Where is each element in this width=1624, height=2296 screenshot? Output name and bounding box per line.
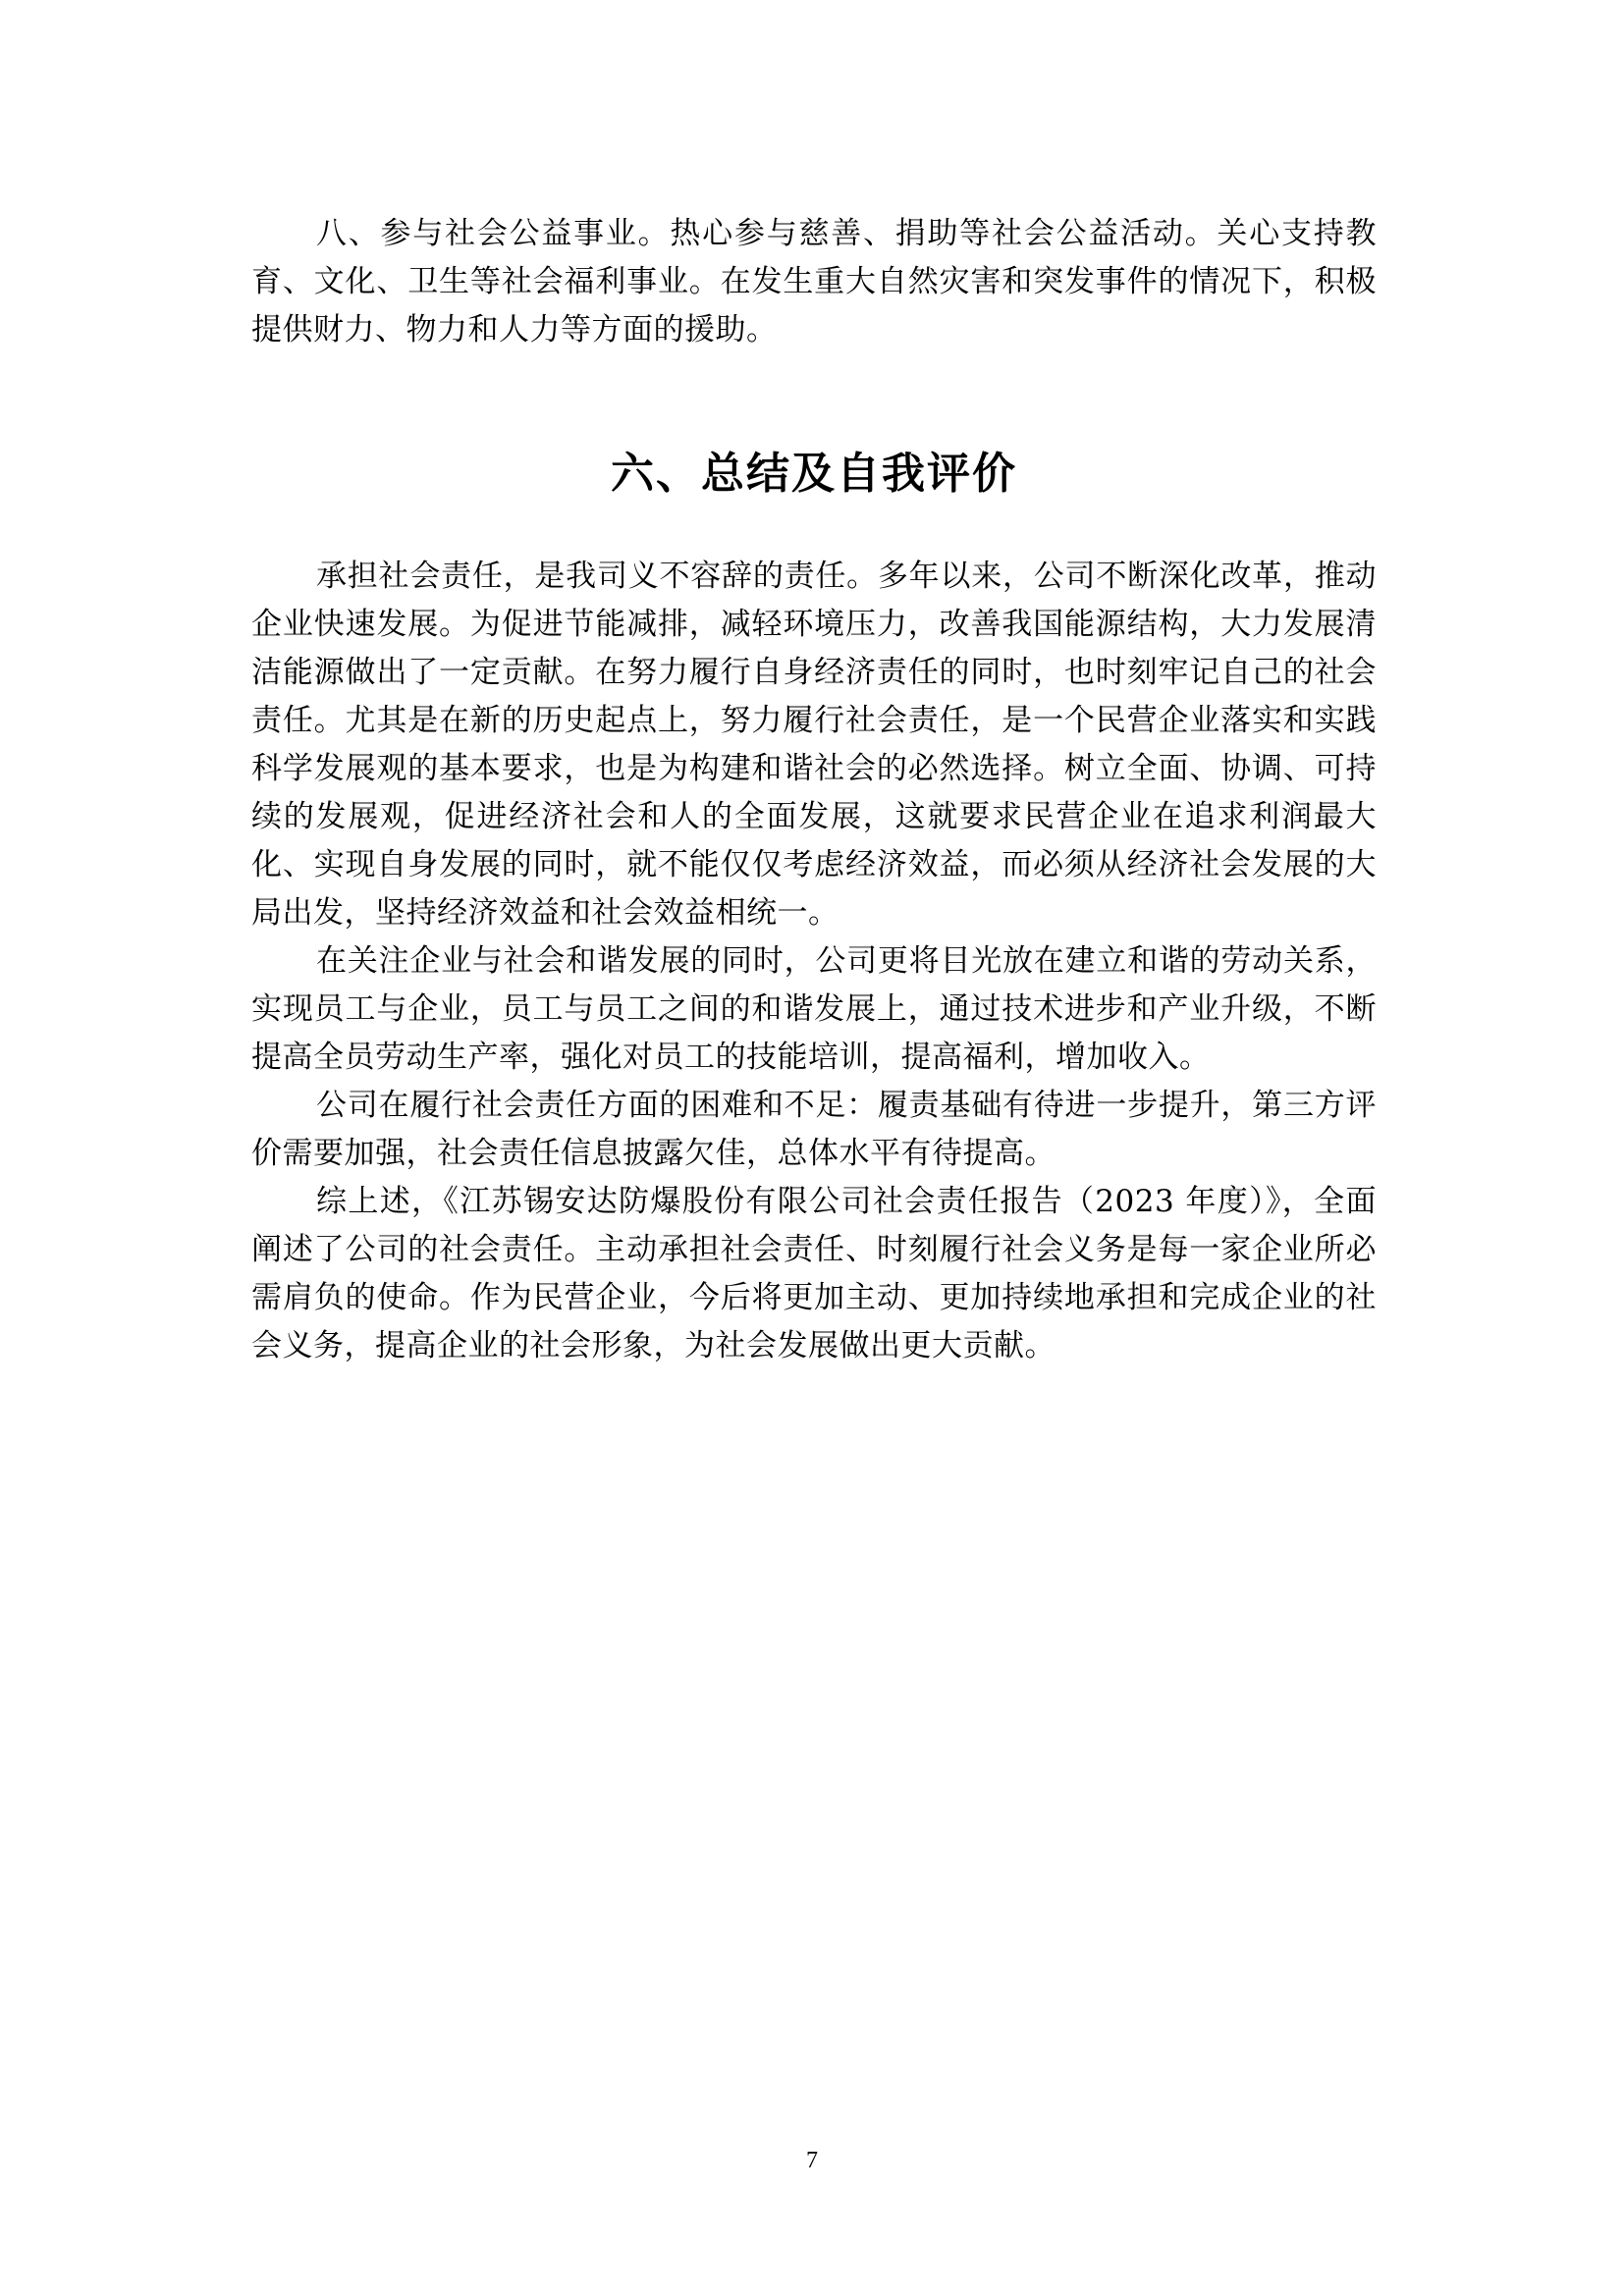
section-heading: 六、总结及自我评价 <box>611 449 1017 499</box>
section-six-body <box>251 553 1377 1370</box>
section-eight-block <box>251 210 1377 354</box>
paragraph-summary: 承担社会责任，是我司义不容辞的责任。多年以来，公司不断深化改革，推动企业快速发展。为促进节能减排，减轻环境压力，改善我国能源结构，大力发展清洁能源做出了一定贡献。在努力履行自身经济责任的同时，也时刻牢记自己的社会责任。尤其是在新的历史起点上，努力履行社会责任，是一个民营企业落实和实践科学发展观的基本要求，也是为构建和谐社会的必然选择。树立全面、协调、可持续的发展观，促进经济社会和人的全面发展，这就要求民营企业在追求利润最大化、实现自身发展的同时，就不能仅仅考虑经济效益，而必须从经济社会发展的大局出发，坚持经济效益和社会效益相统一。 <box>251 559 1377 931</box>
page-number: 7 <box>806 2148 818 2173</box>
paragraph-shortcomings: 公司在履行社会责任方面的困难和不足：履责基础有待进一步提升，第三方评价需要加强，社会责任信息披露欠佳，总体水平有待提高。 <box>251 1088 1377 1171</box>
paragraph-labor-relations: 在关注企业与社会和谐发展的同时，公司更将目光放在建立和谐的劳动关系，实现员工与企业，员工与员工之间的和谐发展上，通过技术进步和产业升级，不断提高全员劳动生产率，强化对员工的技能培训，提高福利，增加收入。 <box>251 943 1377 1075</box>
paragraph-conclusion: 综上述，《江苏锡安达防爆股份有限公司社会责任报告（2023 年度）》，全面阐述了公司的社会责任。主动承担社会责任、时刻履行社会义务是每一家企业所必需肩负的使命。作为民营企业，今后将更加主动、更加持续地承担和完成企业的社会义务，提高企业的社会形象，为社会发展做出更大贡献。 <box>251 1184 1377 1363</box>
section-eight-paragraph: 八、参与社会公益事业。热心参与慈善、捐助等社会公益活动。关心支持教育、文化、卫生等社会福利事业。在发生重大自然灾害和突发事件的情况下，积极提供财力、物力和人力等方面的援助。 <box>251 216 1377 347</box>
